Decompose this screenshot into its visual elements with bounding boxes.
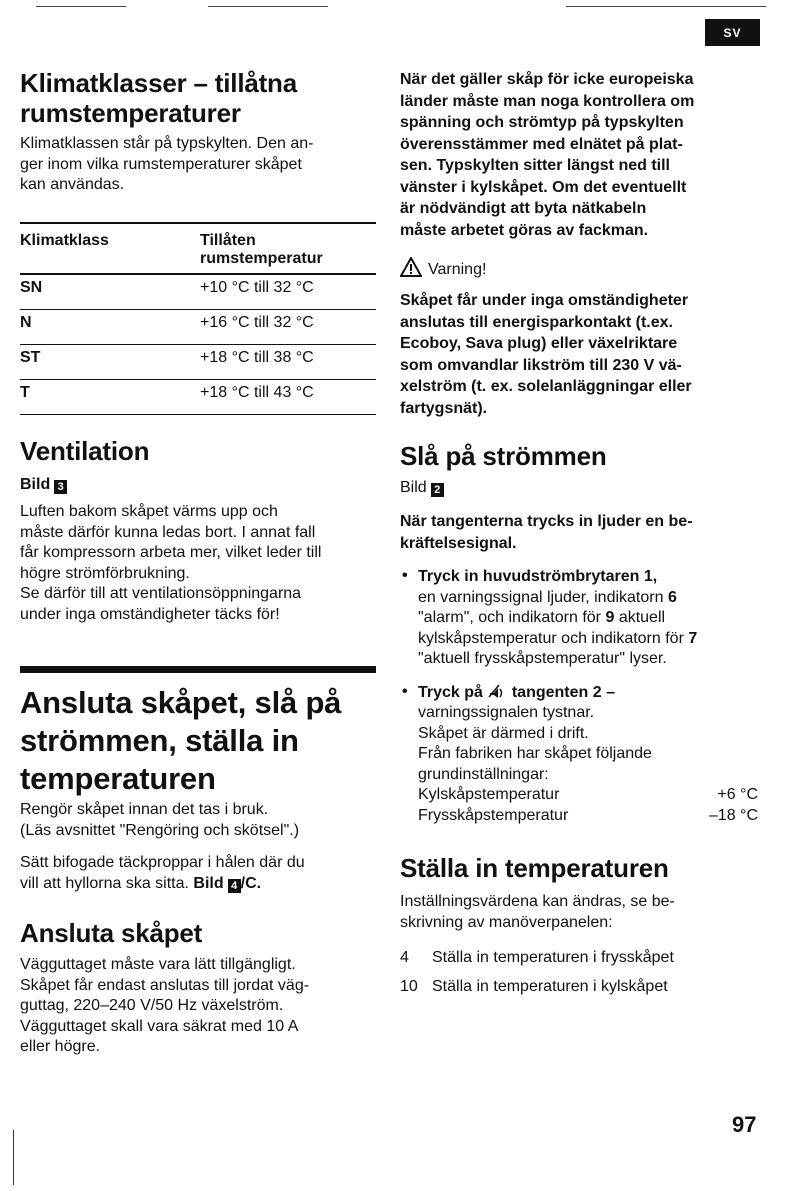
ventilation-title: Ventilation	[20, 436, 150, 466]
list-item: 10 Ställa in temperaturen i kylskåpet	[400, 977, 668, 995]
page-number: 97	[732, 1112, 757, 1137]
ansluta-skapet-title: Ansluta skåpet	[20, 918, 203, 948]
warning-icon	[400, 257, 422, 277]
list-item: • Tryck på tangenten 2 – varningssignalen tystnar. Skåpet är därmed i drift. Från fabriken har skåpet följande grundinställningar: Kylskåpstemperatur +6 °C Frysskåpstemperatur –18 °C	[400, 682, 800, 827]
sla-pa-title: Slå på strömmen	[400, 441, 607, 471]
klimat-intro: Klimatklassen står på typskylten. Den an- ger inom vilka rumstemperaturer skåpet kan användas.	[20, 135, 314, 193]
ansluta-intro: Rengör skåpet innan det tas i bruk. (Läs avsnittet "Rengöring och skötsel".)	[20, 801, 300, 839]
ansluta-main-title: Ansluta skåpet, slå på strömmen, ställa in temperaturen	[20, 685, 342, 796]
stalla-in-steps	[400, 948, 800, 997]
list-item: 4 Ställa in temperaturen i frysskåpet	[400, 949, 674, 966]
warning-text: Skåpet får under inga omständigheter anslutas till energisparkontakt (t.ex. Ecoboy, Sava plug) eller växelriktare som omvandlar likström till 230 V vä- xelström (t. ex. solelanläggningar eller fartygsnät).	[400, 292, 692, 417]
sla-pa-bold: När tangenterna trycks in ljuder en be- kräftelsesignal.	[400, 513, 693, 552]
left-margin-line	[13, 1130, 14, 1185]
alarm-off-icon	[487, 683, 507, 699]
table-header-temperatur: Tillåten rumstemperatur	[200, 223, 376, 274]
list-item: • Tryck in huvudströmbrytaren 1, en varningssignal ljuder, indikatorn 6 "alarm", och indikatorn för 9 aktuell kylskåpstemperatur och indikatorn för 7 "aktuell frysskåpstemperatur" lyser.	[400, 566, 800, 670]
table-row: N +16 °C till 32 °C	[20, 310, 376, 345]
stalla-in-text: Inställningsvärdena kan ändras, se be- skrivning av manöverpanelen:	[400, 893, 675, 931]
intro-warning-text: När det gäller skåp för icke europeiska länder måste man noga kontrollera om spänning och strömtyp på typskylten överensstämmer med elnätet på plat- sen. Typskylten sitter längst ned till vänster i kylskåpet. Om det eventuellt är nödvändigt att byta nätkabeln måste arbetet göras av fackman.	[400, 71, 695, 239]
table-header-klimatklass: Klimatklass	[20, 223, 200, 274]
klimat-table	[20, 222, 376, 415]
sla-pa-figure-ref: Bild 2	[400, 478, 444, 499]
ansluta-skapet-text: Vägguttaget måste vara lätt tillgängligt. Skåpet får endast anslutas till jordat väg- guttag, 220–240 V/50 Hz växelström. Vägguttaget skall vara säkrat med 10 A eller högre.	[20, 956, 310, 1055]
setting-row: Kylskåpstemperatur +6 °C	[418, 786, 758, 803]
top-rule-mid	[208, 6, 328, 7]
ventilation-figure-ref: Bild 3	[20, 474, 67, 496]
setting-row: Frysskåpstemperatur –18 °C	[418, 806, 758, 824]
ventilation-text: Luften bakom skåpet värms upp och måste därför kunna ledas bort. I annat fall får kompressorn arbeta mer, vilket leder till högre strömförbrukning. Se därför till att ventilationsöppningarna under inga omständigheter täcks för!	[20, 503, 322, 623]
sla-pa-steps	[400, 566, 800, 826]
warning-heading: Varning!	[400, 257, 486, 281]
top-rule-right	[566, 6, 766, 7]
table-row: T +18 °C till 43 °C	[20, 380, 376, 415]
table-row: ST +18 °C till 38 °C	[20, 345, 376, 380]
language-badge: SV	[705, 19, 760, 46]
klimat-title: Klimatklasser – tillåtna rumstemperaturer	[20, 68, 297, 128]
ansluta-shelf-text: Sätt bifogade täckproppar i hålen där du vill att hyllorna ska sitta. Bild 4 /C.	[20, 854, 305, 892]
section-divider	[20, 666, 376, 673]
top-rule-left	[36, 6, 126, 7]
table-row: SN +10 °C till 32 °C	[20, 274, 376, 310]
stalla-in-title: Ställa in temperaturen	[400, 853, 669, 883]
